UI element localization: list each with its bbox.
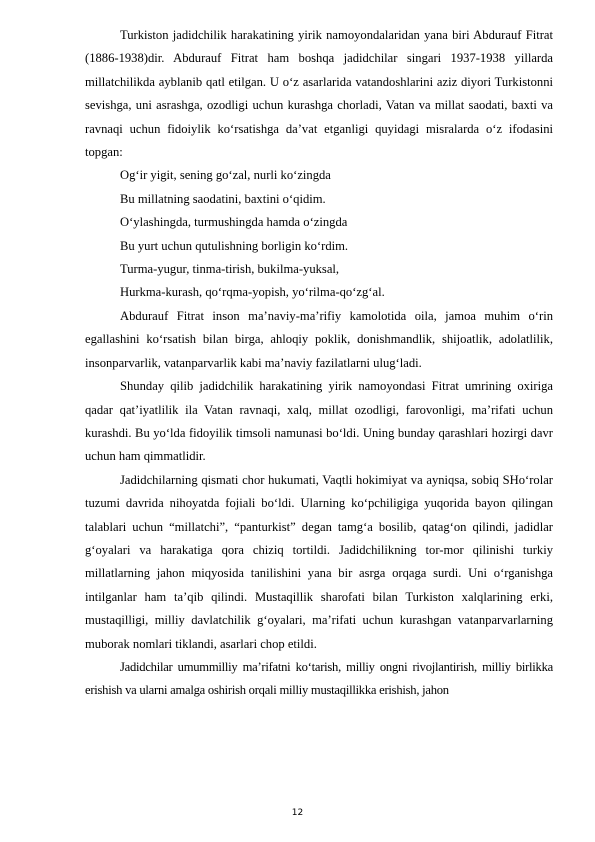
verse-line: Bu millatning saodatini, baxtini o‘qidim. [120, 191, 326, 206]
page-number: 12 [291, 808, 304, 818]
paragraph-jadid-goals: Jadidchilar umummilliy ma’rifatni ko‘tarish, milliy ongni rivojlantirish, milliy birlikka erishish va ularni amalga oshirish orqali milliy mustaqillikka erishish, jahon [85, 659, 553, 698]
verse-line: O‘ylashingda, turmushingda hamda o‘zingda [120, 215, 348, 230]
verse-line: Turma-yugur, tinma-tirish, bukilma-yuksal, [120, 262, 340, 277]
verse-line: Og‘ir yigit, sening go‘zal, nurli ko‘zingda [120, 168, 331, 183]
paragraph-jadid-fate: Jadidchilarning qismati chor hukumati, Vaqtli hokimiyat va ayniqsa, sobiq SHo‘rolar tuzumi davrida nihoyatda fojiali bo‘ldi. Ularning ko‘pchiligiga yuqorida bayon qilingan talablari uchun “millatchi”, “panturkist” degan tamg‘a bosilib, qatag‘on qilindi, jadidlar g‘oyalari va harakatiga qora chiziq tortildi. Jadidchilikning tor-mor qilinishi turkiy millatlarning jahon miqyosida tanilishini yana bir asrga orqaga surdi. Uni o‘rganishga intilganlar ham ta’qib qilindi. Mustaqillik sharofati bilan Turkiston xalqlarining erki, mustaqilligi, milliy davlatchilik g‘oyalari, ma’rifati uchun kurashgan vatanparvarlarning muborak nomlari tiklandi, asarlari chop etildi. [85, 472, 553, 651]
paragraph-fitrat-struggle: Shunday qilib jadidchilik harakatining yirik namoyondasi Fitrat umrining oxiriga qadar qat’iyatlilik ila Vatan ravnaqi, xalq, millat ozodligi, farovonligi, ma’rifati uchun kurashdi. Bu yo‘lda fidoyilik timsoli namunasi bo‘ldi. Uning bunday qarashlari hozirgi davr uchun ham qimmatlidir. [85, 379, 553, 464]
paragraph-moral-values: Abdurauf Fitrat inson ma’naviy-ma’rifiy kamolotida oila, jamoa muhim o‘rin egallashini ko‘rsatish bilan birga, ahloqiy poklik, donishmandlik, shijoatlik, adolatlilik, insonparvarlik, vatanparvarlik kabi ma’naviy fazilatlarni ulug‘ladi. [85, 308, 553, 370]
paragraph-fitrat-intro: Turkiston jadidchilik harakatining yirik namoyondalaridan yana biri Abdurauf Fitrat (1886-1938)dir. Abdurauf Fitrat ham boshqa jadidchilar singari 1937-1938 yillarda millatchilikda ayblanib qatl etilgan. U o‘z asarlarida vatandoshlarini aziz diyori Turkistonni sevishga, uni asrashga, ozodligi uchun kurashga chorladi, Vatan va millat saodati, baxti va ravnaqi uchun fidoiylik ko‘rsatishga da’vat etganligi quyidagi misralarda o‘z ifodasini topgan: [85, 28, 553, 160]
body-text [85, 24, 553, 703]
verse-line: Hurkma-kurash, qo‘rqma-yopish, yo‘rilma-qo‘zg‘al. [120, 285, 385, 300]
verse-line: Bu yurt uchun qutulishning borligin ko‘rdim. [120, 238, 349, 253]
poem-verse [85, 164, 553, 304]
